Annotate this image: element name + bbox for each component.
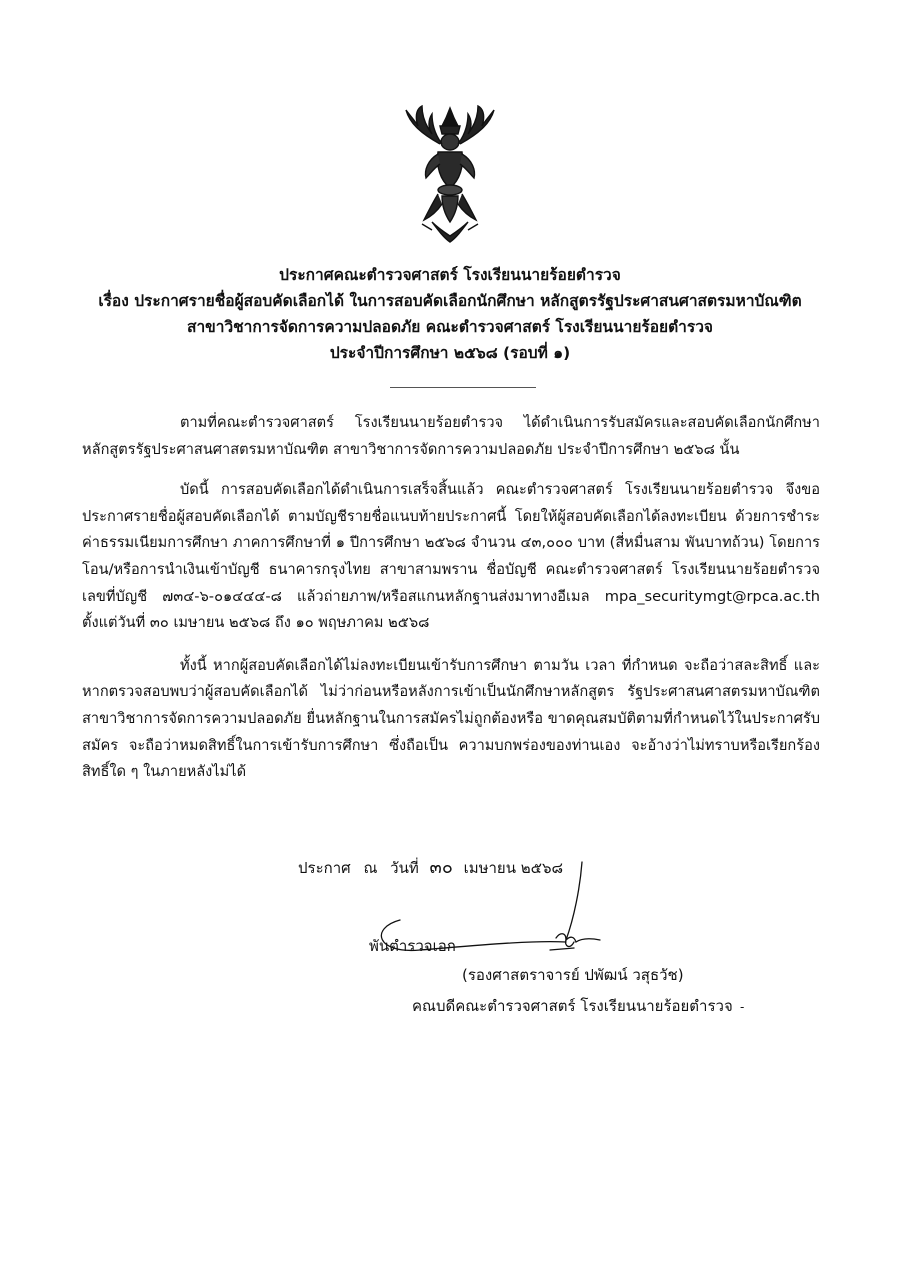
announcement-title (80, 262, 820, 366)
title-line-1: ประกาศคณะตำรวจศาสตร์ โรงเรียนนายร้อยตำรวจ (279, 266, 621, 284)
paragraph-1: ตามที่คณะตำรวจศาสตร์ โรงเรียนนายร้อยตำรวจ ได้ดำเนินการรับสมัครและสอบคัดเลือกนักศึกษา หลักสูตรรัฐประศาสนศาสตรมหาบัณฑิต สาขาวิชาการจัดการความปลอดภัย ประจำปีการศึกษา ๒๕๖๘ นั้น (82, 414, 820, 458)
title-line-2: เรื่อง ประกาศรายชื่อผู้สอบคัดเลือกได้ ในการสอบคัดเลือกนักศึกษา หลักสูตรรัฐประศาสนศาสตรมหาบัณฑิต (98, 292, 802, 310)
announce-month-year: เมษายน ๒๕๖๘ (463, 859, 564, 877)
paragraph-3: ทั้งนี้ หากผู้สอบคัดเลือกได้ไม่ลงทะเบียนเข้ารับการศึกษา ตามวัน เวลา ที่กำหนด จะถือว่าสละสิทธิ์ และหากตรวจสอบพบว่าผู้สอบคัดเลือกได้ ไม่ว่าก่อนหรือหลังการเข้าเป็นนักศึกษาหลักสูตร รัฐประศาสนศาสตรมหาบัณฑิต สาขาวิชาการจัดการความปลอดภัย ยื่นหลักฐานในการสมัครไม่ถูกต้องหรือ ขาดคุณสมบัติตามที่กำหนดไว้ในประกาศรับสมัคร จะถือว่าหมดสิทธิ์ในการเข้ารับการศึกษา ซึ่งถือเป็น ความบกพร่องของท่านเอง จะอ้างว่าไม่ทราบหรือเรียกร้องสิทธิ์ใด ๆ ในภายหลังไม่ได้ (82, 656, 820, 781)
signer-rank: พันตำรวจเอก (369, 937, 456, 955)
title-line-3: สาขาวิชาการจัดการความปลอดภัย คณะตำรวจศาสตร์ โรงเรียนนายร้อยตำรวจ (186, 318, 713, 336)
garuda-emblem-icon (402, 104, 498, 246)
title-divider (390, 387, 536, 388)
paragraph-2: บัดนี้ การสอบคัดเลือกได้ดำเนินการเสร็จสิ้นแล้ว คณะตำรวจศาสตร์ โรงเรียนนายร้อยตำรวจ จึงขอประกาศรายชื่อผู้สอบคัดเลือกได้ ตามบัญชีรายชื่อแนบท้ายประกาศนี้ โดยให้ผู้สอบคัดเลือกได้ลงทะเบียน ด้วยการชำระค่าธรรมเนียมการศึกษา ภาคการศึกษาที่ ๑ ปีการศึกษา ๒๕๖๘ จำนวน ๔๓,๐๐๐ บาท (สี่หมื่นสาม พันบาทถ้วน) โดยการโอน/หรือการนำเงินเข้าบัญชี ธนาคารกรุงไทย สาขาสามพราน ชื่อบัญชี คณะตำรวจศาสตร์ โรงเรียนนายร้อยตำรวจ เลขที่บัญชี ๗๓๔-๖-๐๑๔๔๔-๘ แล้วถ่ายภาพ/หรือสแกนหลักฐานส่งมาทางอีเมล mpa_securitymgt@rpca.ac.th ตั้งแต่วันที่ ๓๐ เมษายน ๒๕๖๘ ถึง ๑๐ พฤษภาคม ๒๕๖๘ (82, 481, 820, 632)
announce-day: ๓๐ (429, 857, 453, 878)
signer-name: (รองศาสตราจารย์ ปพัฒน์ วสุธวัช) (462, 966, 684, 984)
title-line-4: ประจำปีการศึกษา ๒๕๖๘ (รอบที่ ๑) (329, 344, 571, 362)
stray-mark: - (740, 1000, 745, 1014)
announce-prefix: ประกาศ (298, 859, 351, 877)
announce-at: ณ (363, 859, 378, 877)
signer-title: คณบดีคณะตำรวจศาสตร์ โรงเรียนนายร้อยตำรวจ (412, 997, 733, 1015)
announcement-body (82, 410, 820, 800)
announce-day-word: วันที่ (390, 859, 419, 877)
